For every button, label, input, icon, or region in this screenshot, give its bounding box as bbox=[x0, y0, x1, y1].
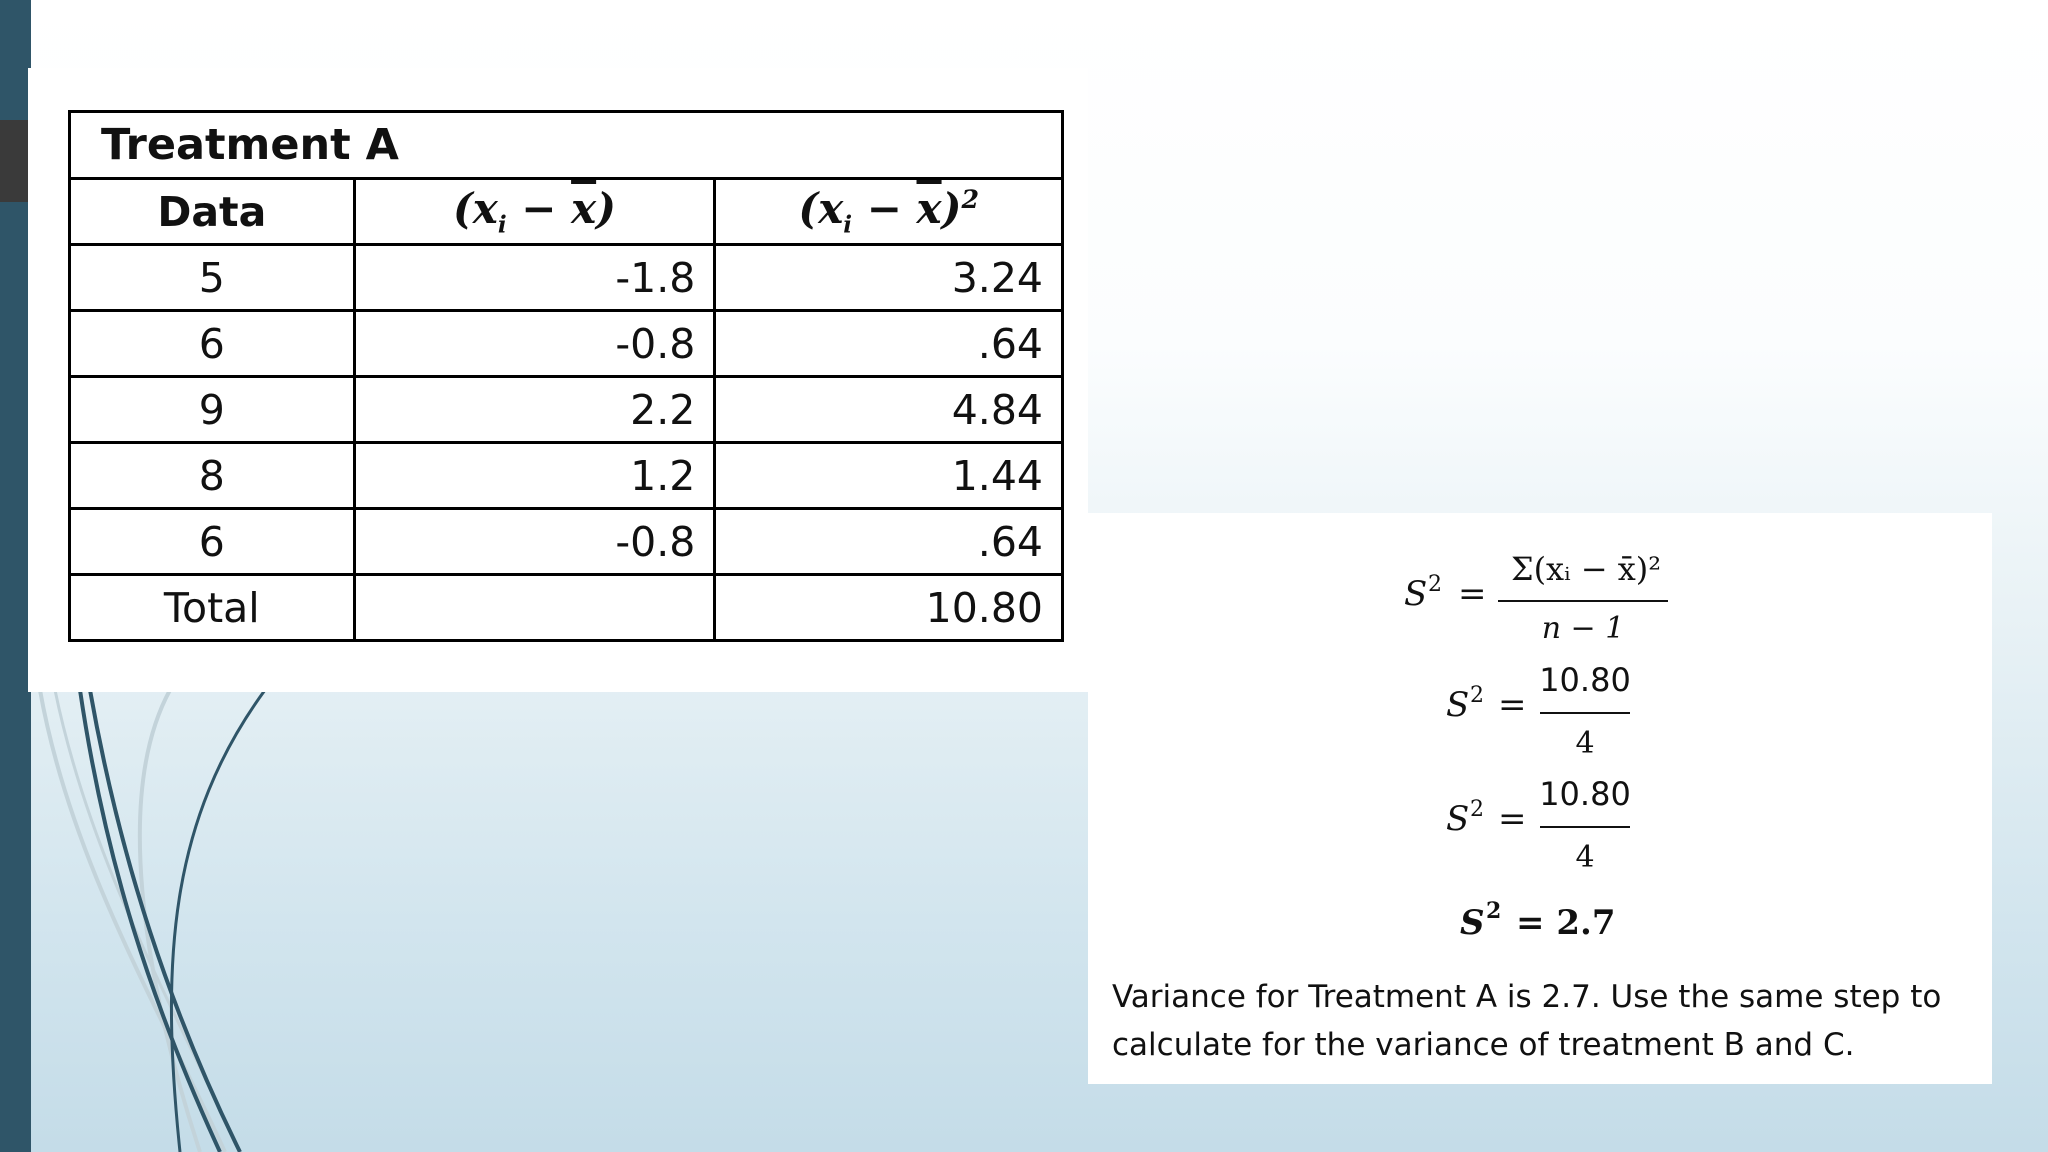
cell-deviation: -1.8 bbox=[354, 245, 715, 311]
formula-denominator: n − 1 bbox=[1541, 611, 1625, 646]
table-row bbox=[70, 245, 1063, 311]
header-squared: $(x_i - \overline{x})^2$ bbox=[715, 179, 1063, 245]
formula-step-3 bbox=[1446, 775, 1631, 875]
cell-squared: 3.24 bbox=[715, 245, 1063, 311]
variance-formula bbox=[1088, 513, 1992, 953]
formula-step-1 bbox=[1404, 550, 1668, 646]
variance-exponent: 2 bbox=[1470, 797, 1484, 822]
formula-numerator: Σ(xᵢ − x̄)² bbox=[1510, 550, 1662, 588]
cell-squared: 4.84 bbox=[715, 377, 1063, 443]
cell-deviation: 2.2 bbox=[354, 377, 715, 443]
cell-deviation: -0.8 bbox=[354, 509, 715, 575]
variance-symbol: S bbox=[1404, 574, 1428, 614]
cell-data: 6 bbox=[70, 311, 355, 377]
formula-panel bbox=[1088, 513, 1992, 1084]
header-data: Data bbox=[70, 179, 355, 245]
equals-sign: = bbox=[1498, 799, 1527, 839]
header-deviation: $(x_i - \overline{x})$ bbox=[354, 179, 715, 245]
table-total-row bbox=[70, 575, 1063, 641]
equals-sign: = bbox=[1458, 574, 1487, 614]
formula-result bbox=[1460, 898, 1615, 943]
table-title-row bbox=[70, 112, 1063, 179]
variance-note: Variance for Treatment A is 2.7. Use the same step to calculate for the variance of treatment B and C. bbox=[1112, 979, 1942, 1063]
cell-squared: 1.44 bbox=[715, 443, 1063, 509]
table-row bbox=[70, 443, 1063, 509]
formula-denominator: 4 bbox=[1575, 726, 1595, 761]
treatment-table bbox=[68, 110, 1064, 642]
variance-exponent: 2 bbox=[1428, 572, 1442, 597]
variance-symbol: S bbox=[1446, 685, 1470, 725]
cell-squared: .64 bbox=[715, 509, 1063, 575]
formula-numerator: 10.80 bbox=[1539, 661, 1631, 699]
equals-sign: = bbox=[1498, 685, 1527, 725]
total-deviation bbox=[354, 575, 715, 641]
table-title: Treatment A bbox=[70, 112, 1063, 179]
table-row bbox=[70, 509, 1063, 575]
table-row bbox=[70, 311, 1063, 377]
cell-data: 9 bbox=[70, 377, 355, 443]
total-label: Total bbox=[70, 575, 355, 641]
formula-denominator: 4 bbox=[1575, 840, 1595, 875]
cell-squared: .64 bbox=[715, 311, 1063, 377]
cell-data: 8 bbox=[70, 443, 355, 509]
cell-deviation: -0.8 bbox=[354, 311, 715, 377]
variance-exponent: 2 bbox=[1486, 898, 1502, 924]
table-row bbox=[70, 377, 1063, 443]
cell-data: 5 bbox=[70, 245, 355, 311]
variance-exponent: 2 bbox=[1470, 683, 1484, 708]
result-value: = 2.7 bbox=[1516, 903, 1616, 943]
cell-deviation: 1.2 bbox=[354, 443, 715, 509]
table-panel bbox=[28, 68, 1088, 692]
table-header-row bbox=[70, 179, 1063, 245]
variance-symbol: S bbox=[1446, 799, 1470, 839]
total-squared: 10.80 bbox=[715, 575, 1063, 641]
left-accent-notch bbox=[0, 120, 31, 202]
formula-step-2 bbox=[1446, 661, 1631, 761]
formula-numerator: 10.80 bbox=[1539, 775, 1631, 813]
cell-data: 6 bbox=[70, 509, 355, 575]
variance-symbol: S bbox=[1460, 903, 1485, 943]
